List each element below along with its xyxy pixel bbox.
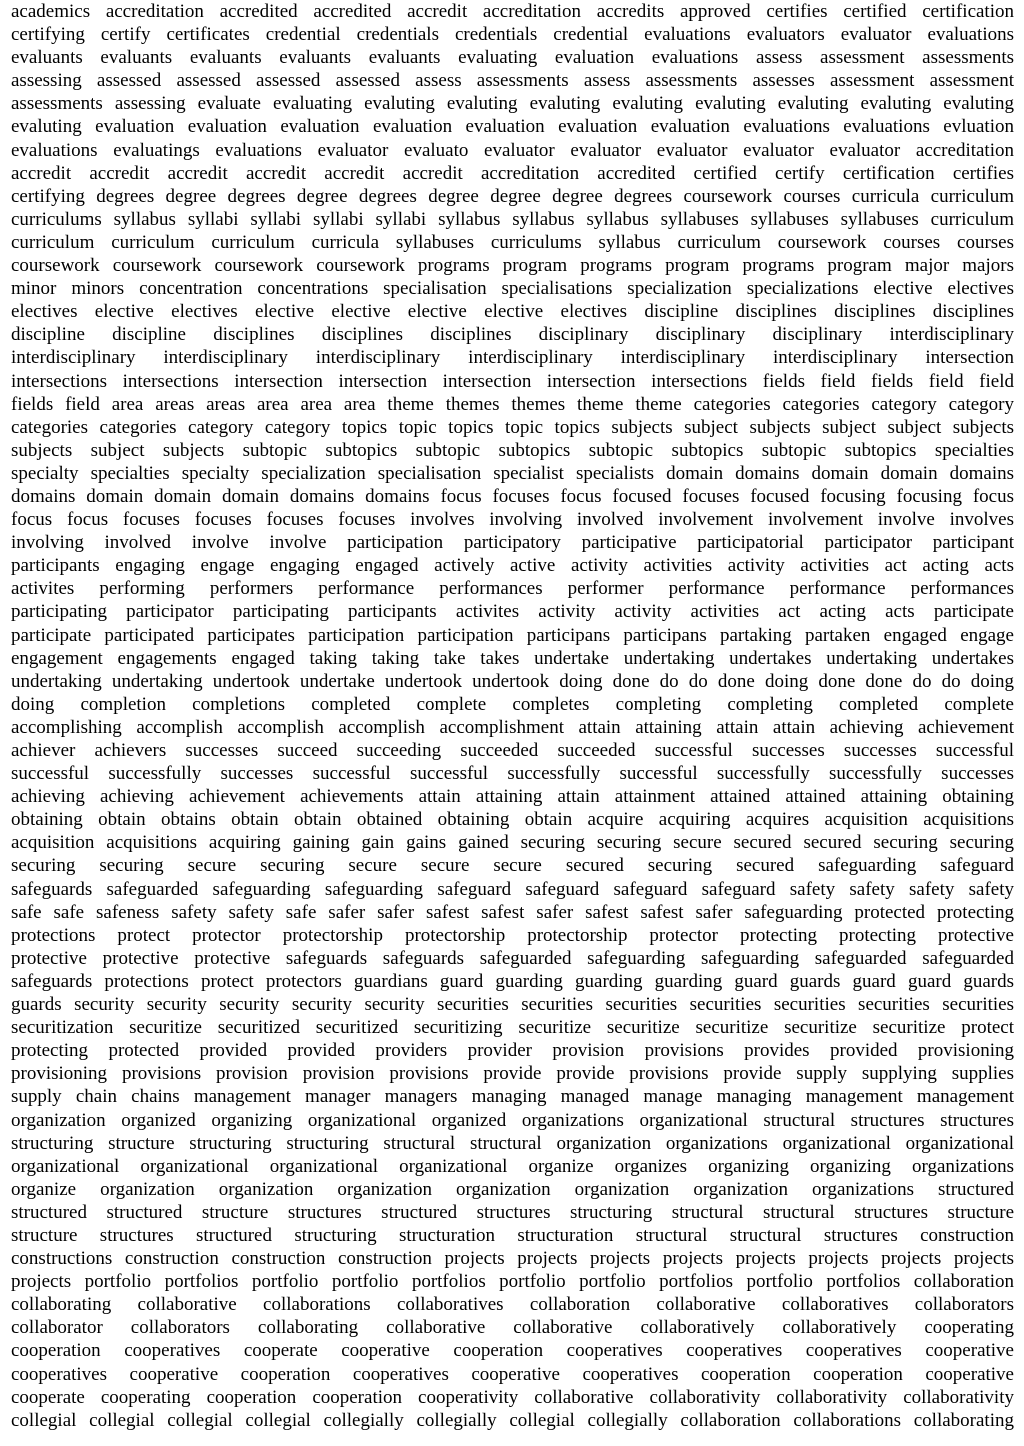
text-line: organization organized organizing organizational organized organizations organizational structural structures structures bbox=[11, 1109, 1014, 1131]
text-line: guards security security security security security securities securities securities securities securities securities securities bbox=[11, 994, 1014, 1016]
text-line: structuring structure structuring structuring structural structural organization organizations organizational organizational bbox=[11, 1132, 1014, 1154]
text-line: participating participator participating participants activites activity activity activities act acting acts participate bbox=[11, 601, 1014, 623]
text-line: fields field area areas areas area area area theme themes themes theme theme categories categories category category bbox=[11, 393, 1014, 415]
text-line: certifying certify certificates credential credentials credentials credential evaluations evaluators evaluator evaluations bbox=[11, 24, 1014, 46]
text-line: structured structured structure structures structured structures structuring structural structural structures structure bbox=[11, 1201, 1014, 1223]
text-line: securing securing secure securing secure secure secure secured securing secured safeguarding safeguard bbox=[11, 855, 1014, 877]
text-line: constructions construction construction construction projects projects projects projects projects projects projects projects bbox=[11, 1248, 1014, 1270]
text-line: accomplishing accomplish accomplish accomplish accomplishment attain attaining attain attain achieving achievement bbox=[11, 716, 1014, 738]
text-line: accredit accredit accredit accredit accredit accredit accreditation accredited certified certify certification certifies bbox=[11, 162, 1014, 184]
text-line: categories categories category category topics topic topics topic topics subjects subject subjects subject subject subjects bbox=[11, 416, 1014, 438]
text-line: organize organization organization organization organization organization organization organizations structured bbox=[11, 1178, 1014, 1200]
text-line: provisioning provisions provision provision provisions provide provide provisions provide supply supplying supplies bbox=[11, 1063, 1014, 1085]
text-line: evaluations evaluatings evaluations evaluator evaluato evaluator evaluator evaluator evaluator evaluator accreditation bbox=[11, 139, 1014, 161]
text-line: projects portfolio portfolios portfolio portfolio portfolios portfolio portfolio portfolios portfolio portfolios collaboration bbox=[11, 1271, 1014, 1293]
text-line: safe safe safeness safety safety safe safer safer safest safest safer safest safest safer safeguarding protected protecting bbox=[11, 901, 1014, 923]
text-line: curriculums syllabus syllabi syllabi syllabi syllabi syllabus syllabus syllabus syllabuses syllabuses syllabuses curriculum bbox=[11, 208, 1014, 230]
text-line: evaluting evaluation evaluation evaluation evaluation evaluation evaluation evaluation evaluations evaluations evluation bbox=[11, 116, 1014, 138]
text-line: structure structures structured structuring structuration structuration structural structural structures construction bbox=[11, 1224, 1014, 1246]
text-line: protecting protected provided provided providers provider provision provisions provides provided provisioning bbox=[11, 1040, 1014, 1062]
text-line: safeguards safeguarded safeguarding safeguarding safeguard safeguard safeguard safeguard safety safety safety safety bbox=[11, 878, 1014, 900]
text-line: evaluants evaluants evaluants evaluants evaluants evaluating evaluation evaluations assess assessment assessments bbox=[11, 47, 1014, 69]
text-line: doing completion completions completed complete completes completing completing completed complete bbox=[11, 693, 1014, 715]
text-line: securitization securitize securitized securitized securitizing securitize securitize securitize securitize securitize protect bbox=[11, 1017, 1014, 1039]
text-line: assessing assessed assessed assessed assessed assess assessments assess assessments assesses assessment assessment bbox=[11, 70, 1014, 92]
keyword-text-block bbox=[11, 0, 1014, 1432]
text-line: cooperatives cooperative cooperation cooperatives cooperative cooperatives cooperation cooperation cooperative bbox=[11, 1363, 1014, 1385]
text-line: participants engaging engage engaging engaged actively active activity activities activity activities act acting acts bbox=[11, 555, 1014, 577]
text-line: collaborating collaborative collaborations collaboratives collaboration collaborative collaboratives collaborators bbox=[11, 1294, 1014, 1316]
text-line: participate participated participates participation participation participans participans partaking partaken engaged engage bbox=[11, 624, 1014, 646]
text-line: successful successfully successes successful successful successfully successful successfully successfully successes bbox=[11, 763, 1014, 785]
text-line: collegial collegial collegial collegial collegially collegially collegial collegially collaboration collaborations collaborating bbox=[11, 1409, 1014, 1431]
text-line: cooperate cooperating cooperation cooperation cooperativity collaborative collaborativity collaborativity collaborativity bbox=[11, 1386, 1014, 1408]
text-line: interdisciplinary interdisciplinary interdisciplinary interdisciplinary interdisciplinary interdisciplinary intersection bbox=[11, 347, 1014, 369]
text-line: achieving achieving achievement achievements attain attaining attain attainment attained attained attaining obtaining bbox=[11, 786, 1014, 808]
text-line: achiever achievers successes succeed succeeding succeeded succeeded successful successes successes successful bbox=[11, 740, 1014, 761]
text-line: domains domain domain domain domains domains focus focuses focus focused focuses focused focusing focusing focus bbox=[11, 485, 1014, 507]
text-line: protective protective protective safeguards safeguards safeguarded safeguarding safeguarding safeguarded safeguarded bbox=[11, 947, 1014, 969]
text-line: acquisition acquisitions acquiring gaining gain gains gained securing securing secure secured secured securing securing bbox=[11, 832, 1014, 854]
text-line: intersections intersections intersection intersection intersection intersection intersections fields field fields field field bbox=[11, 370, 1014, 392]
text-line: obtaining obtain obtains obtain obtain obtained obtaining obtain acquire acquiring acquires acquisition acquisitions bbox=[11, 809, 1014, 831]
text-line: specialty specialties specialty specialization specialisation specialist specialists domain domains domain domain domains bbox=[11, 462, 1014, 484]
text-line: engagement engagements engaged taking taking take takes undertake undertaking undertakes undertaking undertakes bbox=[11, 647, 1014, 669]
text-line: protections protect protector protectorship protectorship protectorship protector protecting protecting protective bbox=[11, 924, 1014, 946]
text-line: involving involved involve involve participation participatory participative participatorial participator participant bbox=[11, 532, 1014, 554]
text-line: certifying degrees degree degrees degree degrees degree degree degree degrees coursework courses curricula curriculum bbox=[11, 185, 1014, 207]
text-line: coursework coursework coursework coursework programs program programs program programs program major majors bbox=[11, 255, 1014, 277]
text-line: undertaking undertaking undertook undertake undertook undertook doing done do do done doing done done do do doing bbox=[11, 670, 1014, 692]
text-line: organizational organizational organizational organizational organize organizes organizing organizing organizations bbox=[11, 1155, 1014, 1177]
text-line: curriculum curriculum curriculum curricula syllabuses curriculums syllabus curriculum coursework courses courses bbox=[11, 231, 1014, 253]
text-line: collaborator collaborators collaborating collaborative collaborative collaboratively collaboratively cooperating bbox=[11, 1317, 1014, 1339]
text-line: electives elective electives elective elective elective elective electives discipline disciplines disciplines disciplines bbox=[11, 301, 1014, 323]
text-line: safeguards protections protect protectors guardians guard guarding guarding guarding guard guards guard guard guards bbox=[11, 970, 1014, 992]
text-line: assessments assessing evaluate evaluating evaluting evaluting evaluting evaluting evaluting evaluting evaluting evaluting bbox=[11, 93, 1014, 115]
text-line: focus focus focuses focuses focuses focuses involves involving involved involvement involvement involve involves bbox=[11, 509, 1014, 531]
text-line: cooperation cooperatives cooperate cooperative cooperation cooperatives cooperatives cooperatives cooperative bbox=[11, 1340, 1014, 1362]
text-line: academics accreditation accredited accredited accredit accreditation accredits approved certifies certified certification bbox=[11, 1, 1014, 22]
text-line: subjects subject subjects subtopic subtopics subtopic subtopics subtopic subtopics subtopic subtopics specialties bbox=[11, 439, 1014, 461]
text-line: supply chain chains management manager managers managing managed manage managing management management bbox=[11, 1086, 1014, 1108]
text-line: activites performing performers performance performances performer performance performance performances bbox=[11, 578, 1014, 600]
text-line: discipline discipline disciplines disciplines disciplines disciplinary disciplinary disciplinary interdisciplinary bbox=[11, 324, 1014, 346]
text-line: minor minors concentration concentrations specialisation specialisations specialization specializations elective electives bbox=[11, 278, 1014, 300]
